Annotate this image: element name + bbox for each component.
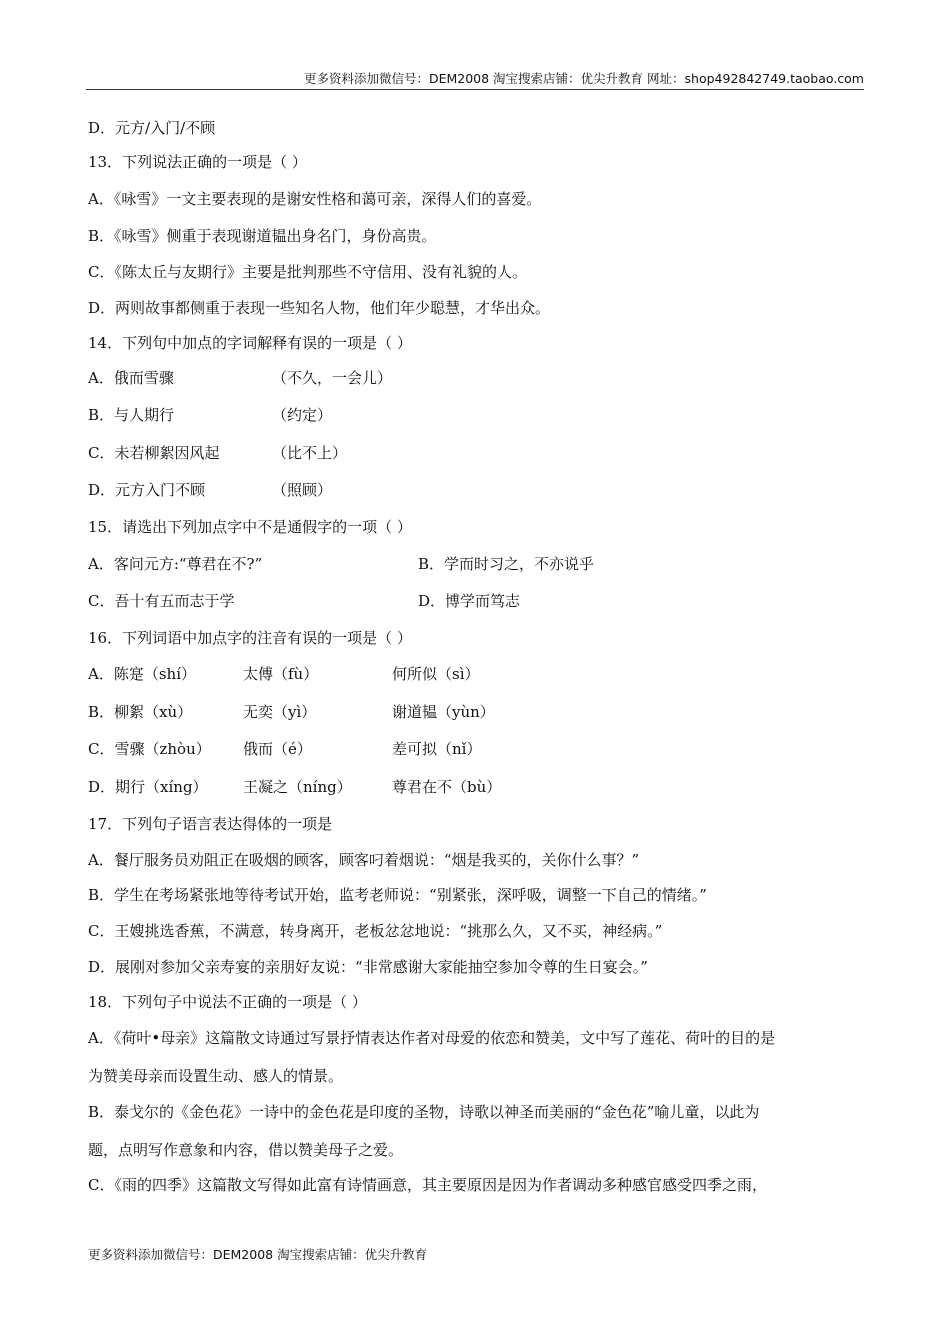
q14-gloss-c: （比不上） — [272, 444, 348, 462]
q15-option-b: B．学而时习之，不亦说乎 — [418, 555, 595, 573]
q14-option-c: C．未若柳絮因风起 — [88, 444, 220, 462]
q14-option-a: A．俄而雪骤 — [88, 369, 174, 387]
q16-option-a3: 何所似（sì） — [392, 665, 480, 683]
page-header: 更多资料添加微信号：DEM2008 淘宝搜索店铺：优尖升教育 网址：shop492842749.taobao.com — [86, 70, 864, 90]
q16-option-d2: 王凝之（níng） — [243, 778, 352, 796]
q18-option-b: B．泰戈尔的《金色花》一诗中的金色花是印度的圣物，诗歌以神圣而美丽的“金色花”喻儿童，以此为 — [88, 1103, 760, 1121]
q17-option-b: B．学生在考场紧张地等待考试开始，监考老师说：“别紧张，深呼吸，调整一下自己的情绪。” — [88, 886, 707, 904]
q14-gloss-d: （照顾） — [272, 481, 333, 499]
q18-option-c: C．《雨的四季》这篇散文写得如此富有诗情画意，其主要原因是因为作者调动多种感官感受四季之雨， — [88, 1176, 767, 1194]
q17-stem: 17．下列句子语言表达得体的一项是 — [88, 815, 333, 833]
q18-option-a-cont: 为赞美母亲而设置生动、感人的情景。 — [88, 1067, 344, 1085]
q16-option-a2: 太傅（fù） — [243, 665, 319, 683]
q16-option-c3: 差可拟（nǐ） — [392, 740, 482, 758]
q15-stem: 15．请选出下列加点字中不是通假字的一项（ ） — [88, 518, 412, 536]
page-footer: 更多资料添加微信号：DEM2008 淘宝搜索店铺：优尖升教育 — [88, 1247, 428, 1262]
q15-option-d: D．博学而笃志 — [418, 592, 521, 610]
q13-option-a: A．《咏雪》一文主要表现的是谢安性格和蔼可亲，深得人们的喜爱。 — [88, 190, 542, 208]
q16-option-b1: B．柳絮（xù） — [88, 703, 193, 721]
q15-option-a: A．客问元方:“尊君在不?” — [88, 555, 263, 573]
q17-option-c: C．王嫂挑选香蕉，不满意，转身离开，老板忿忿地说：“挑那么久，又不买，神经病。” — [88, 922, 663, 940]
q17-option-a: A．餐厅服务员劝阻正在吸烟的顾客，顾客叼着烟说：“烟是我买的，关你什么事？” — [88, 851, 640, 869]
q16-option-d3: 尊君在不（bù） — [392, 778, 502, 796]
q14-stem: 14．下列句中加点的字词解释有误的一项是（ ） — [88, 334, 412, 352]
q13-option-b: B．《咏雪》侧重于表现谢道韫出身名门，身份高贵。 — [88, 227, 437, 245]
q18-option-a: A．《荷叶•母亲》这篇散文诗通过写景抒情表达作者对母爱的依恋和赞美，文中写了莲花、荷叶的目的是 — [88, 1029, 776, 1047]
q16-option-c1: C．雪骤（zhòu） — [88, 740, 211, 758]
q14-gloss-b: （约定） — [272, 406, 333, 424]
q16-option-a1: A．陈寔（shí） — [88, 665, 196, 683]
q13-option-d: D．两则故事都侧重于表现一些知名人物，他们年少聪慧，才华出众。 — [88, 299, 551, 317]
q15-option-c: C．吾十有五而志于学 — [88, 592, 235, 610]
q18-option-b-cont: 题，点明写作意象和内容，借以赞美母子之爱。 — [88, 1141, 404, 1159]
q16-option-c2: 俄而（é） — [243, 740, 312, 758]
q12-option-d: D．元方/入门/不顾 — [88, 119, 216, 137]
q17-option-d: D．展刚对参加父亲寿宴的亲朋好友说：“非常感谢大家能抽空参加令尊的生日宴会。” — [88, 958, 648, 976]
q16-option-b3: 谢道韫（yùn） — [392, 703, 495, 721]
q18-stem: 18．下列句子中说法不正确的一项是（ ） — [88, 993, 367, 1011]
q16-option-d1: D．期行（xíng） — [88, 778, 208, 796]
q14-option-d: D．元方入门不顾 — [88, 481, 206, 499]
q13-option-c: C．《陈太丘与友期行》主要是批判那些不守信用、没有礼貌的人。 — [88, 263, 527, 281]
q16-option-b2: 无奕（yì） — [243, 703, 317, 721]
q16-stem: 16．下列词语中加点字的注音有误的一项是（ ） — [88, 629, 412, 647]
q13-stem: 13．下列说法正确的一项是（ ） — [88, 153, 307, 171]
q14-gloss-a: （不久，一会儿） — [272, 369, 393, 387]
q14-option-b: B．与人期行 — [88, 406, 175, 424]
